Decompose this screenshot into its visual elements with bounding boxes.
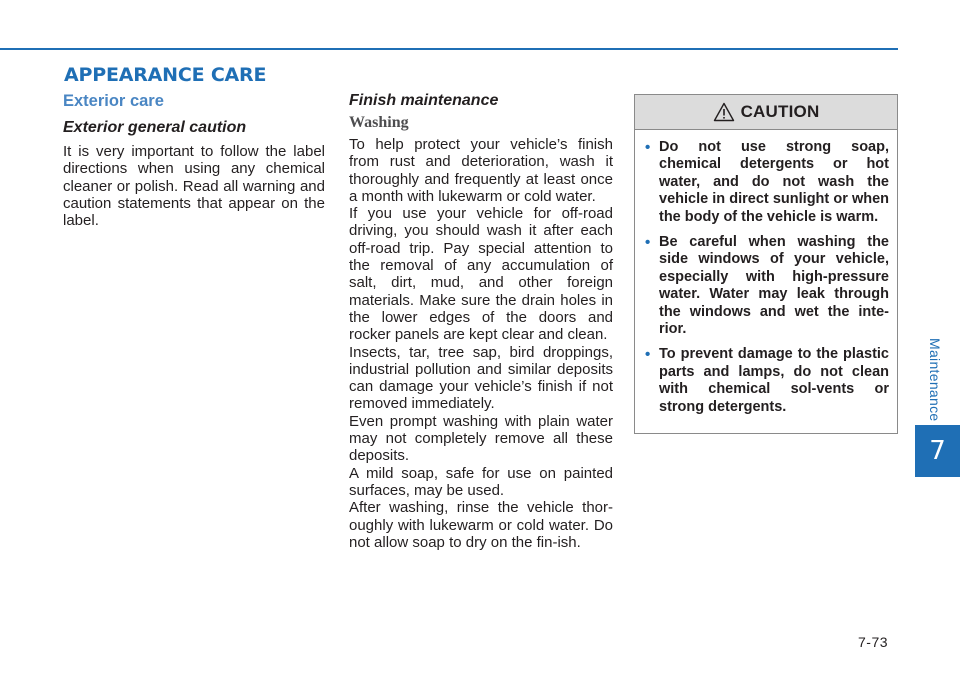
column-exterior-care (63, 90, 325, 229)
caution-list (635, 130, 897, 416)
side-tab-label: Maintenance (927, 338, 943, 422)
paragraph-washing-6: After washing, rinse the vehicle thor-oughly with lukewarm or cold water. Do not allow soap to dry on the fin-ish. (349, 499, 613, 551)
caution-item: • Be careful when washing the side windows of your vehicle, especially with high-pressure water. Water may leak through the windows and wet the inte-rior. (645, 234, 889, 338)
column-finish-maintenance (349, 90, 613, 551)
caution-title: CAUTION (740, 102, 820, 121)
paragraph-washing-4: Even prompt washing with plain water may not completely remove all these deposits. (349, 412, 613, 465)
warning-triangle-icon (713, 102, 735, 122)
section-title: APPEARANCE CARE (64, 64, 267, 86)
header-rule (0, 48, 898, 50)
paragraph-washing-2: If you use your vehicle for off-road driving, you should wash it after each off-road trip. Pay special attention to the removal of any accumulation of salt, dirt, mud, and other foreign materials. Make sure the drain holes in the lower edges of the doors and rocker panels are kept clear and clean. (349, 205, 613, 344)
page-number: 7-73 (858, 634, 889, 650)
chapter-tab (915, 425, 960, 477)
caution-item: • Do not use strong soap, chemical detergents or hot water, and do not wash the vehicle in direct sunlight or when the body of the vehicle is warm. (645, 139, 889, 225)
paragraph-washing-5: A mild soap, safe for use on painted surfaces, may be used. (349, 464, 613, 499)
bullet-icon: • (645, 139, 651, 156)
caution-header (635, 95, 897, 130)
caution-item: • To prevent damage to the plastic parts and lamps, do not clean with chemical sol-vents or strong detergents. (645, 346, 889, 415)
bullet-icon: • (645, 234, 651, 252)
chapter-number: 7 (929, 436, 946, 466)
paragraph-washing-3: Insects, tar, tree sap, bird droppings, industrial pollution and similar deposits can damage your vehicle’s finish if not removed immediately. (349, 343, 613, 413)
heading-exterior-care: Exterior care (63, 92, 164, 110)
heading-finish-maintenance: Finish maintenance (349, 92, 499, 109)
paragraph-washing-1: To help protect your vehicle’s finish from rust and deterioration, wash it thoroughly and frequently at least once a month with lukewarm or cold water. (349, 136, 613, 205)
subheading-exterior-general-caution: Exterior general caution (63, 119, 247, 136)
bullet-icon: • (645, 346, 651, 364)
paragraph-general-caution: It is very important to follow the label directions when using any chemical cleaner or polish. Read all warning and caution statements that appear on the label. (63, 143, 325, 230)
caution-box (634, 94, 898, 434)
subheading-washing: Washing (349, 114, 409, 131)
